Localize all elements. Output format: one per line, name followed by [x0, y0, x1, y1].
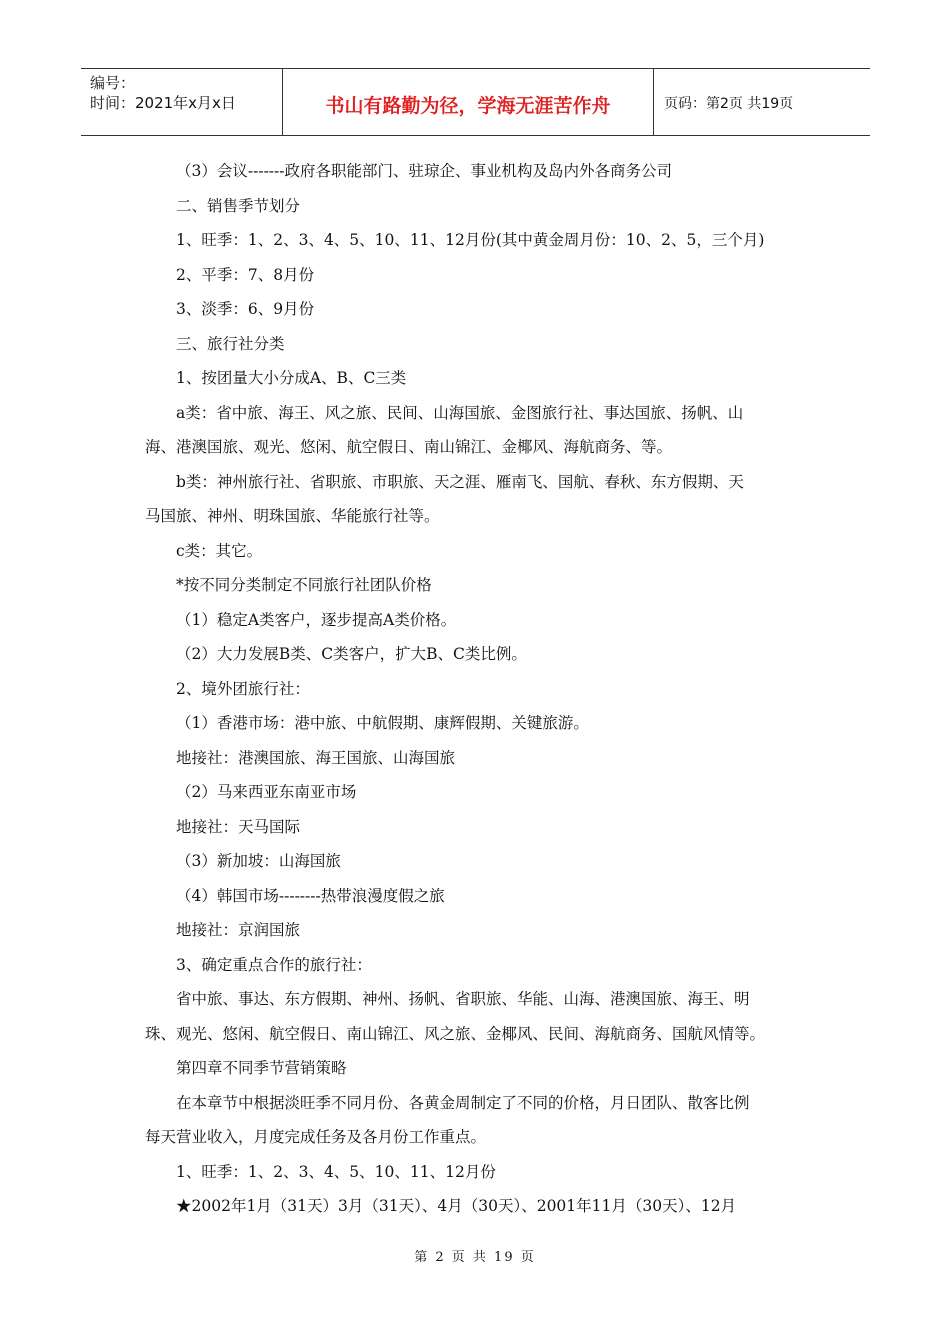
- paragraph-line: ★2002年1月（31天）3月（31天）、4月（30天）、2001年11月（30天）、12月: [176, 1197, 737, 1215]
- paragraph-line: 2、境外团旅行社：: [176, 679, 310, 698]
- page-footer: 第 2 页 共 19 页: [414, 1250, 536, 1265]
- paragraph-line: 三、旅行社分类: [176, 334, 285, 353]
- header-motto: 书山有路勤为径，学海无涯苦作舟: [283, 69, 654, 135]
- paragraph-line: （4）韩国市场--------热带浪漫度假之旅: [176, 886, 445, 905]
- paragraph-line: 每天营业收入，月度完成任务及各月份工作重点。: [145, 1128, 487, 1146]
- paragraph-line: 在本章节中根据淡旺季不同月份、各黄金周制定了不同的价格，月日团队、散客比例: [176, 1093, 750, 1112]
- document-header: [81, 68, 870, 136]
- paragraph-line: 海、港澳国旅、观光、悠闲、航空假日、南山锦江、金椰风、海航商务、等。: [145, 438, 673, 456]
- paragraph-line: 1、按团量大小分成A、B、C三类: [176, 369, 407, 387]
- paragraph-line: c类：其它。: [176, 541, 263, 560]
- header-meta: [81, 69, 283, 135]
- paragraph-line: 地接社：港澳国旅、海王国旅、山海国旅: [176, 748, 456, 767]
- paragraph-line: 地接社：天马国际: [176, 817, 301, 836]
- document-body: [145, 154, 810, 1224]
- paragraph-line: 马国旅、神州、明珠国旅、华能旅行社等。: [145, 507, 440, 525]
- paragraph-line: 省中旅、事达、东方假期、神州、扬帆、省职旅、华能、山海、港澳国旅、海王、明: [176, 990, 750, 1008]
- paragraph-line: 第四章不同季节营销策略: [176, 1059, 347, 1077]
- document-date: 时间：2021年x月x日: [90, 94, 236, 112]
- paragraph-line: *按不同分类制定不同旅行社团队价格: [176, 576, 432, 594]
- paragraph-line: （3）会议-------政府各职能部门、驻琼企、事业机构及岛内外各商务公司: [176, 162, 673, 180]
- paragraph-line: b类：神州旅行社、省职旅、市职旅、天之涯、雁南飞、国航、春秋、东方假期、天: [176, 472, 744, 491]
- paragraph-line: 珠、观光、悠闲、航空假日、南山锦江、风之旅、金椰风、民间、海航商务、国航风情等。: [145, 1024, 766, 1043]
- paragraph-line: 3、确定重点合作的旅行社：: [176, 955, 372, 974]
- paragraph-line: （1）稳定A类客户，逐步提高A类价格。: [176, 610, 457, 629]
- paragraph-line: 1、旺季：1、2、3、4、5、10、11、12月份: [176, 1162, 496, 1181]
- paragraph-line: 地接社：京润国旅: [176, 921, 301, 939]
- paragraph-line: （2）大力发展B类、C类客户，扩大B、C类比例。: [176, 645, 527, 663]
- paragraph-line: 1、旺季：1、2、3、4、5、10、11、12月份(其中黄金周月份：10、2、5，三个月): [176, 231, 765, 249]
- paragraph-line: （3）新加坡：山海国旅: [176, 852, 341, 870]
- paragraph-line: a类：省中旅、海王、风之旅、民间、山海国旅、金图旅行社、事达国旅、扬帆、山: [176, 403, 744, 422]
- paragraph-line: 2、平季：7、8月份: [176, 265, 315, 284]
- document-number-label: 编号：: [90, 74, 136, 92]
- paragraph-line: （2）马来西亚东南亚市场: [176, 783, 357, 801]
- paragraph-line: （1）香港市场：港中旅、中航假期、康辉假期、关键旅游。: [176, 714, 589, 732]
- paragraph-line: 3、淡季：6、9月份: [176, 300, 315, 318]
- paragraph-line: 二、销售季节划分: [176, 196, 301, 215]
- header-page-info: 页码：第2页 共19页: [664, 96, 794, 112]
